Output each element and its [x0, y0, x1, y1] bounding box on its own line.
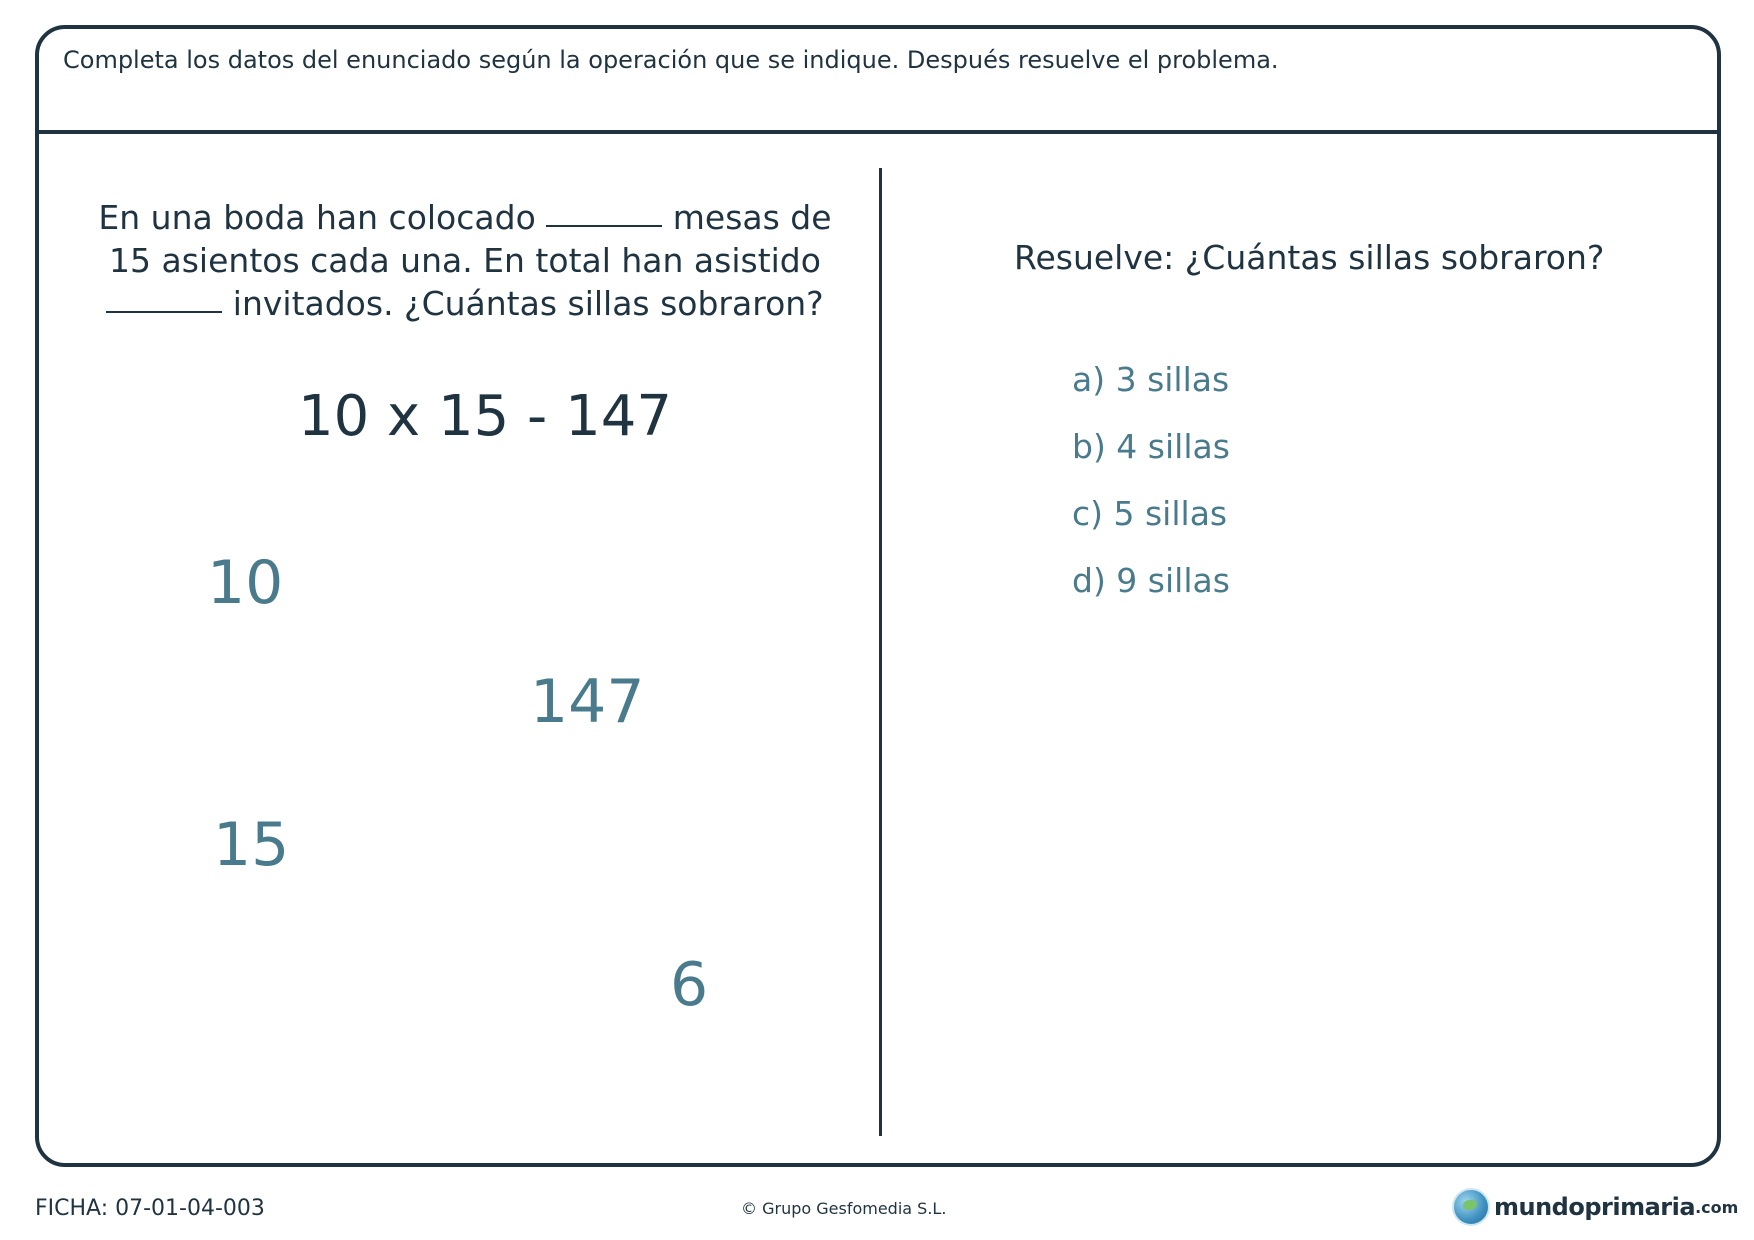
- problem-line1-before: En una boda han colocado: [98, 198, 536, 237]
- answer-option-c[interactable]: c) 5 sillas: [1072, 494, 1228, 533]
- column-divider: [879, 168, 882, 1136]
- blank-tables[interactable]: [546, 225, 662, 227]
- answer-option-b[interactable]: b) 4 sillas: [1072, 427, 1230, 466]
- mundoprimaria-logo[interactable]: [1452, 1188, 1738, 1226]
- number-option-10[interactable]: 10: [207, 548, 284, 618]
- instruction-text: Completa los datos del enunciado según la operación que se indique. Después resuelve el problema.: [63, 46, 1279, 74]
- answer-option-a[interactable]: a) 3 sillas: [1072, 360, 1230, 399]
- answer-option-d[interactable]: d) 9 sillas: [1072, 561, 1230, 600]
- ficha-code: FICHA: 07-01-04-003: [35, 1196, 265, 1221]
- blank-guests[interactable]: [106, 311, 222, 313]
- operation-expression: 10 x 15 - 147: [298, 384, 672, 449]
- problem-line3-after: invitados. ¿Cuántas sillas sobraron?: [232, 284, 824, 323]
- answer-options: [1072, 358, 1230, 626]
- question-text: Resuelve: ¿Cuántas sillas sobraron?: [1014, 238, 1605, 277]
- problem-line2: 15 asientos cada una. En total han asistido: [109, 241, 821, 280]
- logo-tld: .com: [1695, 1197, 1739, 1217]
- number-option-6[interactable]: 6: [670, 950, 709, 1020]
- number-option-147[interactable]: 147: [530, 667, 645, 737]
- problem-line1-after: mesas de: [672, 198, 832, 237]
- logo-name: mundoprimaria: [1494, 1193, 1696, 1221]
- number-option-15[interactable]: 15: [213, 810, 290, 880]
- problem-statement: [90, 196, 840, 325]
- header-divider: [37, 130, 1719, 134]
- copyright-text: © Grupo Gesfomedia S.L.: [741, 1199, 947, 1218]
- globe-icon: [1452, 1188, 1490, 1226]
